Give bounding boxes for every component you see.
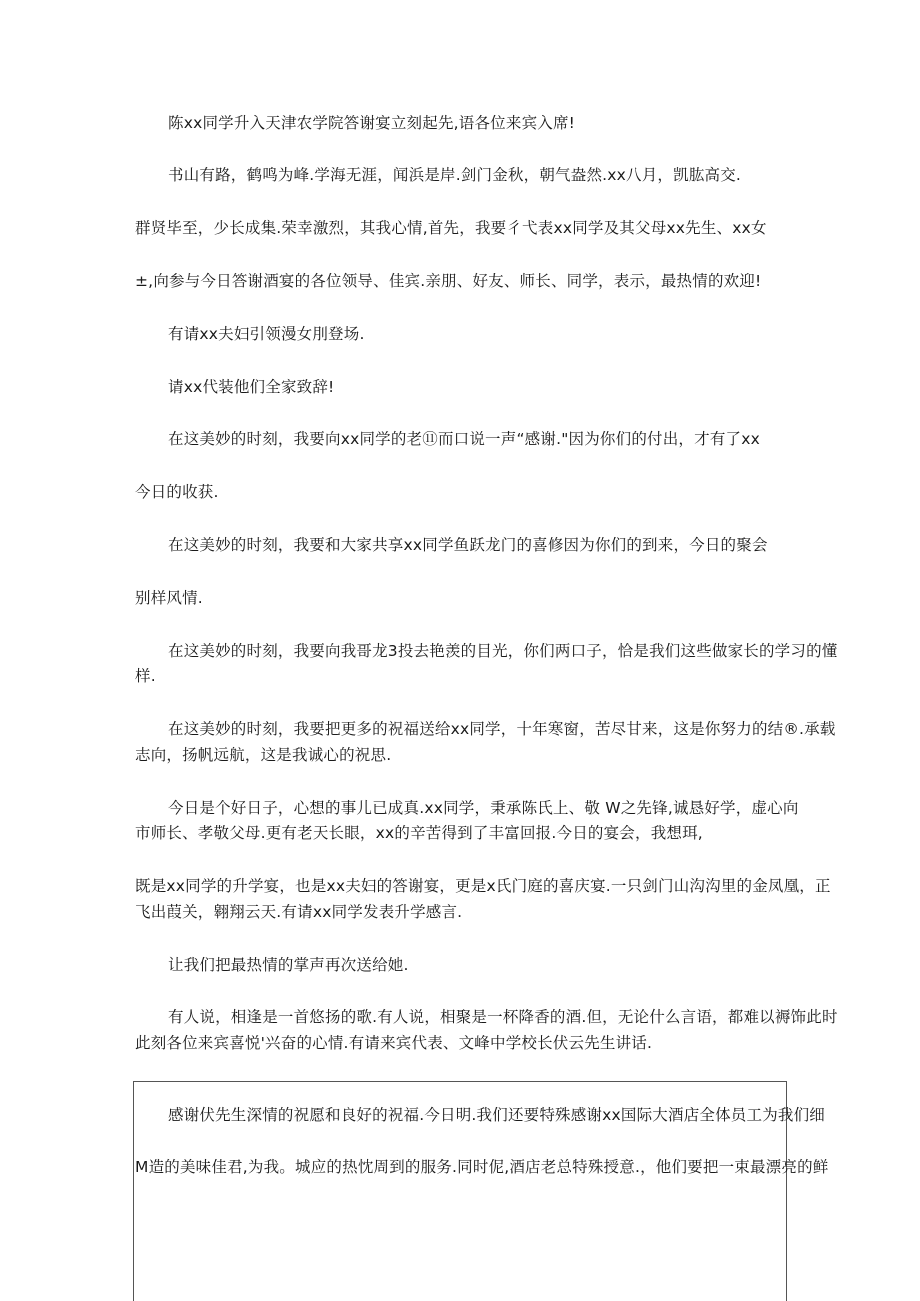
paragraph-line-9: 在这美妙的时刻，我要和大家共享xx同学鱼跃龙门的喜修因为你们的到来，今日的聚会 [168, 536, 768, 554]
paragraph-line-7: 在这美妙的时刻，我要向xx同学的老⑪而口说一声“感谢."因为你们的付出，才有了xx [168, 430, 760, 448]
paragraph-line-16: 市师长、孝敬父母.更有老天长眼，xx的辛苦得到了丰富回报.今日的宴会，我想珥, [135, 824, 703, 842]
paragraph-line-19: 让我们把最热情的掌声再次送给她. [168, 956, 409, 974]
paragraph-line-10: 别样风情. [135, 589, 203, 607]
paragraph-line-5: 有请xx夫妇引领漫女刖登场. [168, 325, 365, 343]
paragraph-line-21: 此刻各位来宾喜悦'兴奋的心情.有请来宾代表、文峰中学校长伏云先生讲话. [135, 1034, 653, 1052]
paragraph-line-18: 飞出葭关，翱翔云天.有请xx同学发表升学感言. [135, 903, 463, 921]
paragraph-line-4: ±,向参与今日答谢酒宴的各位领导、佳宾.亲朋、好友、师长、同学，表示，最热情的欢迎! [135, 272, 762, 290]
paragraph-line-20: 有人说，相逢是一首悠扬的歌.有人说，相聚是一杯降香的酒.但，无论什么言语，都难以褥饰此时 [168, 1008, 838, 1026]
paragraph-line-3: 群贤毕至，少长成集.荣幸激烈，其我心情,首先，我要彳弋表xx同学及其父母xx先生、xx女 [135, 219, 767, 237]
paragraph-line-6: 请xx代装他们全家致辞! [168, 378, 335, 396]
paragraph-line-12: 样. [135, 667, 156, 685]
paragraph-line-15: 今日是个好日子，心想的事儿已成真.xx同学，秉承陈氏上、敬 W之先锋,诚恳好学，虚心向 [168, 799, 799, 817]
paragraph-line-8: 今日的收获. [135, 483, 219, 501]
paragraph-line-1: 陈xx同学升入天津农学院答谢宴立刻起先,语各位来宾入席! [168, 114, 576, 132]
paragraph-line-17: 既是xx同学的升学宴，也是xx夫妇的答谢宴，更是x氏门庭的喜庆宴.一只剑门山沟沟里的金凤凰，正 [135, 877, 831, 895]
paragraph-line-11: 在这美妙的时刻，我要向我哥龙3投去艳羡的目光，你们两口子，恰是我们这些做家长的学习的懂 [168, 642, 838, 660]
box-line-1: 感谢伏先生深情的祝愿和良好的祝福.今日明.我们还要特殊感谢xx国际大酒店全体员工为我们细 [168, 1106, 826, 1124]
paragraph-line-14: 志向，扬帆远航，这是我诚心的祝思. [135, 746, 392, 764]
paragraph-line-13: 在这美妙的时刻，我要把更多的祝福送给xx同学，十年寒窗，苦尽甘来，这是你努力的结®.承载 [168, 720, 836, 738]
paragraph-line-2: 书山有路，鹤鸣为峰.学海无涯，闻浜是岸.剑门金秋，朝气盎然.xx八月，凯肱高交. [168, 166, 742, 184]
box-line-2: M造的美味佳君,为我。城应的热忱周到的服务.同时伲,酒店老总特殊授意.，他们要把一束最漂亮的鲜 [135, 1158, 829, 1176]
